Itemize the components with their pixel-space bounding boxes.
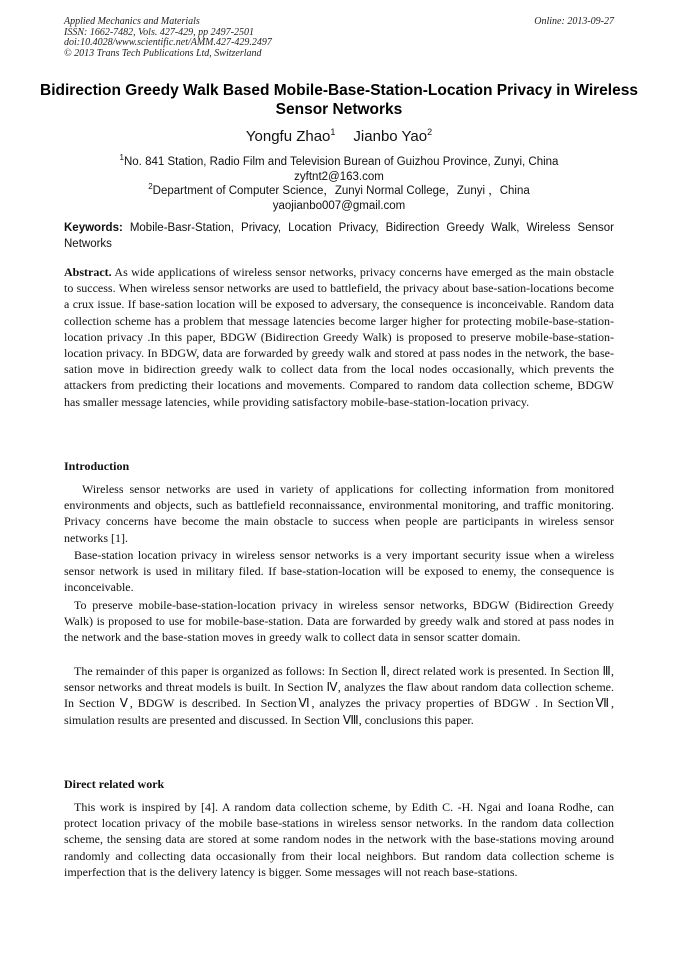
abstract-text: As wide applications of wireless sensor networks, privacy concerns have emerged as the main obstacle to success. When wireless sensor networks are used to battlefield, the privacy about base-sation-locations become a crux issue. If base-sation location will be exposed to adversary, the consequence is inconceivable. Random data collection scheme has a problem that message latencies become larger higher for protecting mobile-base-station-location privacy .In this paper, BDGW (Bidirection Greedy Walk) is proposed to preserve mobile-base-station-location privacy. In BDGW, data are forwarded by greedy walk and stored at pass nodes in the network, the base-sation move in bidirection greedy walk to collect data from the local nodes occasionally, which prevents the attackers from predicting their locations and movements. Compared to random data collection scheme, BDGW has smaller message latencies, while providing satisfactory mobile-base-station-location privacy. bbox=[64, 265, 614, 409]
keywords-block bbox=[64, 221, 614, 252]
author-email: zyftnt2@163.com bbox=[294, 171, 384, 183]
body-paragraph: This work is inspired by [4]. A random data collection scheme, by Edith C. -H. Ngai and Ioana Rodhe, can protect location privacy of the mobile base-stations in wireless sensor networks. In the random data collection scheme, the sensing data are stored at some random nodes in the network with the base-stations moving around randomly and collecting data occasionally from their local neighbors. But random data collection scheme is imperfection that is the delivery latency is bigger. Some messages will not reach base-stations. bbox=[64, 800, 614, 879]
doi-line: doi:10.4028/www.scientific.net/AMM.427-429.2497 bbox=[64, 37, 272, 48]
affiliation-text: No. 841 Station, Radio Film and Television Burean of Guizhou Province, Zunyi, China bbox=[123, 156, 559, 168]
body-paragraph: The remainder of this paper is organized as follows: In Section Ⅱ, direct related work is presented. In Section Ⅲ, sensor networks and threat models is built. In Section Ⅳ, analyzes the flaw about random data collection scheme. In Section Ⅴ, BDGW is described. In SectionⅥ, analyzes the privacy properties of BDGW . In SectionⅦ, simulation results are presented and discussed. In Section Ⅷ, conclusions this paper. bbox=[64, 664, 614, 727]
affiliation-text: Department of Computer Science，Zunyi Normal College，Zunyi ，China bbox=[152, 185, 530, 197]
journal-name: Applied Mechanics and Materials bbox=[64, 16, 200, 27]
issn-line: ISSN: 1662-7482, Vols. 427-429, pp 2497-2501 bbox=[64, 26, 254, 38]
body-paragraph: Wireless sensor networks are used in variety of applications for collecting information from monitored environments and objects, such as battlefield reconnaissance, environmental monitoring, and traffic monitoring. Privacy concerns have become the main obstacle to success when people are participants in wireless sensor networks [1]. bbox=[64, 482, 614, 545]
author-name: Yongfu Zhao bbox=[245, 128, 331, 145]
author-email: yaojianbo007@gmail.com bbox=[272, 200, 406, 212]
keywords-text: Mobile-Basr-Station, Privacy, Location Privacy, Bidirection Greedy Walk, Wireless Sensor Networks bbox=[64, 222, 614, 250]
author-affiliation-mark: 2 bbox=[427, 127, 433, 137]
journal-header bbox=[64, 17, 272, 59]
author-line bbox=[40, 122, 638, 147]
section-heading-introduction: Introduction bbox=[64, 459, 130, 473]
section-heading-related-work: Direct related work bbox=[64, 777, 165, 791]
author-affiliation-mark: 1 bbox=[330, 127, 336, 137]
affiliation-2 bbox=[40, 179, 638, 214]
online-date: Online: 2013-09-27 bbox=[534, 16, 614, 27]
abstract-block bbox=[64, 264, 614, 410]
affiliation-mark: 2 bbox=[148, 182, 153, 191]
body-paragraph: Base-station location privacy in wireless sensor networks is a very important security issue when a wireless sensor network is used in military filed. If base-station-location will be exposed to enemy, the consequence is inconceivable. bbox=[64, 548, 614, 595]
keywords-label: Keywords: bbox=[64, 222, 123, 234]
paper-title: Bidirection Greedy Walk Based Mobile-Base-Station-Location Privacy in Wireless Sensor Networks bbox=[40, 82, 638, 118]
affiliation-mark: 1 bbox=[119, 153, 124, 162]
copyright-line: © 2013 Trans Tech Publications Ltd, Switzerland bbox=[64, 47, 262, 59]
abstract-label: Abstract. bbox=[64, 265, 112, 279]
author-name: Jianbo Yao bbox=[353, 128, 428, 145]
body-paragraph: To preserve mobile-base-station-location privacy in wireless sensor networks, BDGW (Bidirection Greedy Walk) is proposed to use for mobile-base-station. Data are forwarded by greedy walk and stored at pass nodes in the network and the base-station moves in greedy walk to collect data in sensor scatter domain. bbox=[64, 598, 614, 645]
